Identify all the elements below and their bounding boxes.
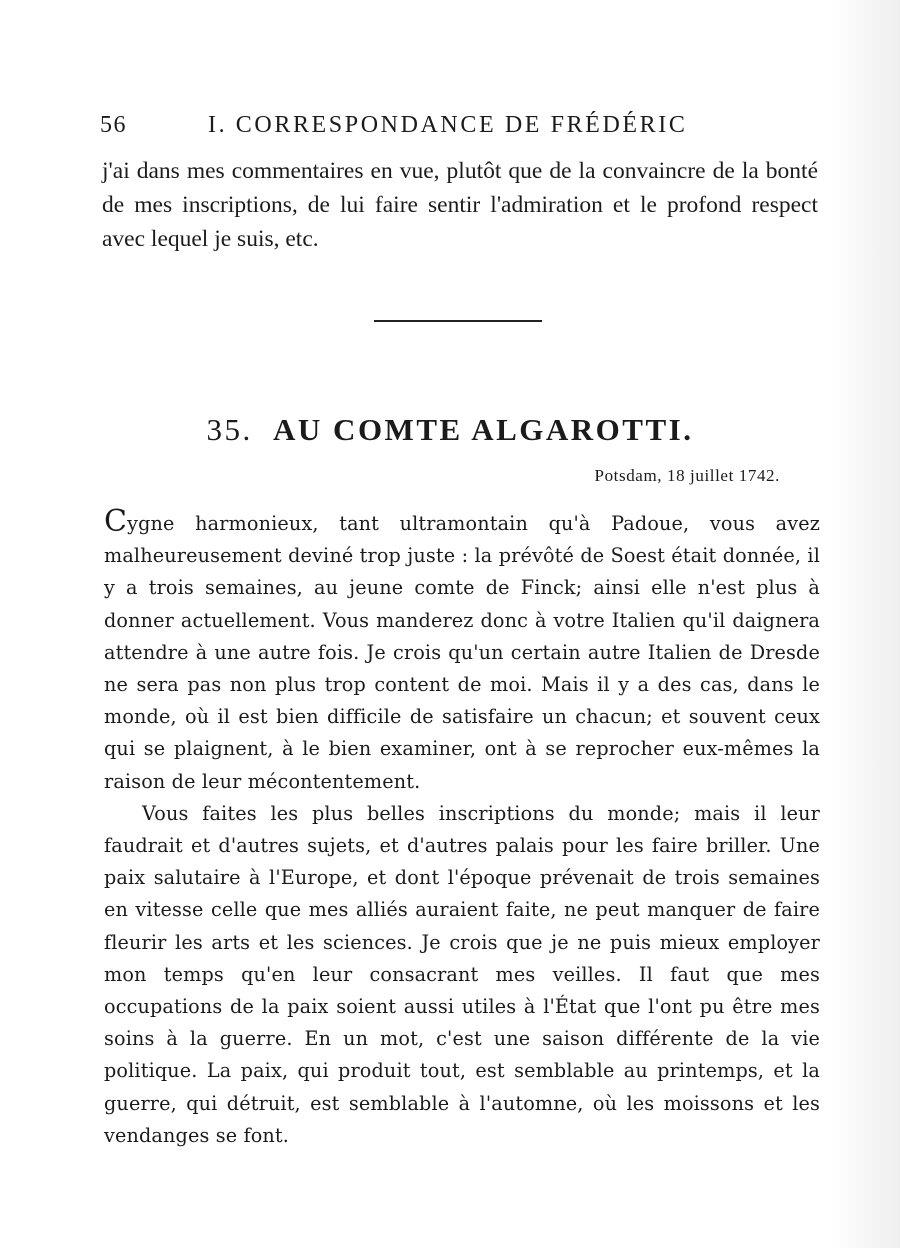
section-divider: [374, 320, 542, 322]
letter-paragraph-2: Vous faites les plus belles inscriptions du monde; mais il leur faudrait et d'autres sujets, et d'autres palais pour les faire briller. Une paix salutaire à l'Europe, et dont l'époque prévenait de trois semaines en vitesse celle que mes alliés auraient faite, ne peut manquer de faire fleurir les arts et les sciences. Je crois que je ne puis mieux employer mon temps qu'en leur consacrant mes veilles. Il faut que mes occupations de la paix soient aussi utiles à l'État que l'ont pu être mes soins à la guerre. En un mot, c'est une saison différente de la vie politique. La paix, qui produit tout, est semblable au printemps, et la guerre, qui détruit, est semblable à l'automne, où les moissons et les vendanges se font.: [104, 801, 820, 1147]
letter-number: 35.: [206, 412, 253, 447]
letter-addressee: AU COMTE ALGAROTTI.: [273, 412, 694, 447]
letter-body: [104, 504, 820, 1152]
letter-dateline: Potsdam, 18 juillet 1742.: [594, 466, 780, 485]
previous-letter-closing-paragraph: j'ai dans mes commentaires en vue, plutôt que de la convaincre de la bonté de mes inscriptions, de lui faire sentir l'admiration et le profond respect avec lequel je suis, etc.: [102, 158, 818, 252]
initial-letter: C: [104, 504, 128, 539]
page-edge-shadow: [830, 0, 900, 1248]
previous-letter-ending: [102, 154, 818, 256]
paragraph-1-text: ygne harmonieux, tant ultramontain qu'à Padoue, vous avez malheureusement deviné trop juste : la prévôté de Soest était donnée, il y a trois semaines, au jeune comte de Finck; ainsi elle n'est plus à donner actuellement. Vous manderez donc à votre Italien qu'il daignera attendre à une autre fois. Je crois qu'un certain autre Italien de Dresde ne sera pas non plus trop content de moi. Mais il y a des cas, dans le monde, où il est bien difficile de satisfaire un chacun; et souvent ceux qui se plaignent, à le bien examiner, ont à se reprocher eux-mêmes la raison de leur mécontentement.: [104, 512, 820, 793]
letter-paragraph-1: [104, 504, 820, 798]
page-header: [100, 112, 720, 146]
running-head: I. CORRESPONDANCE DE FRÉDÉRIC: [208, 112, 688, 138]
letter-heading: [0, 412, 900, 448]
page-number: 56: [100, 112, 127, 138]
